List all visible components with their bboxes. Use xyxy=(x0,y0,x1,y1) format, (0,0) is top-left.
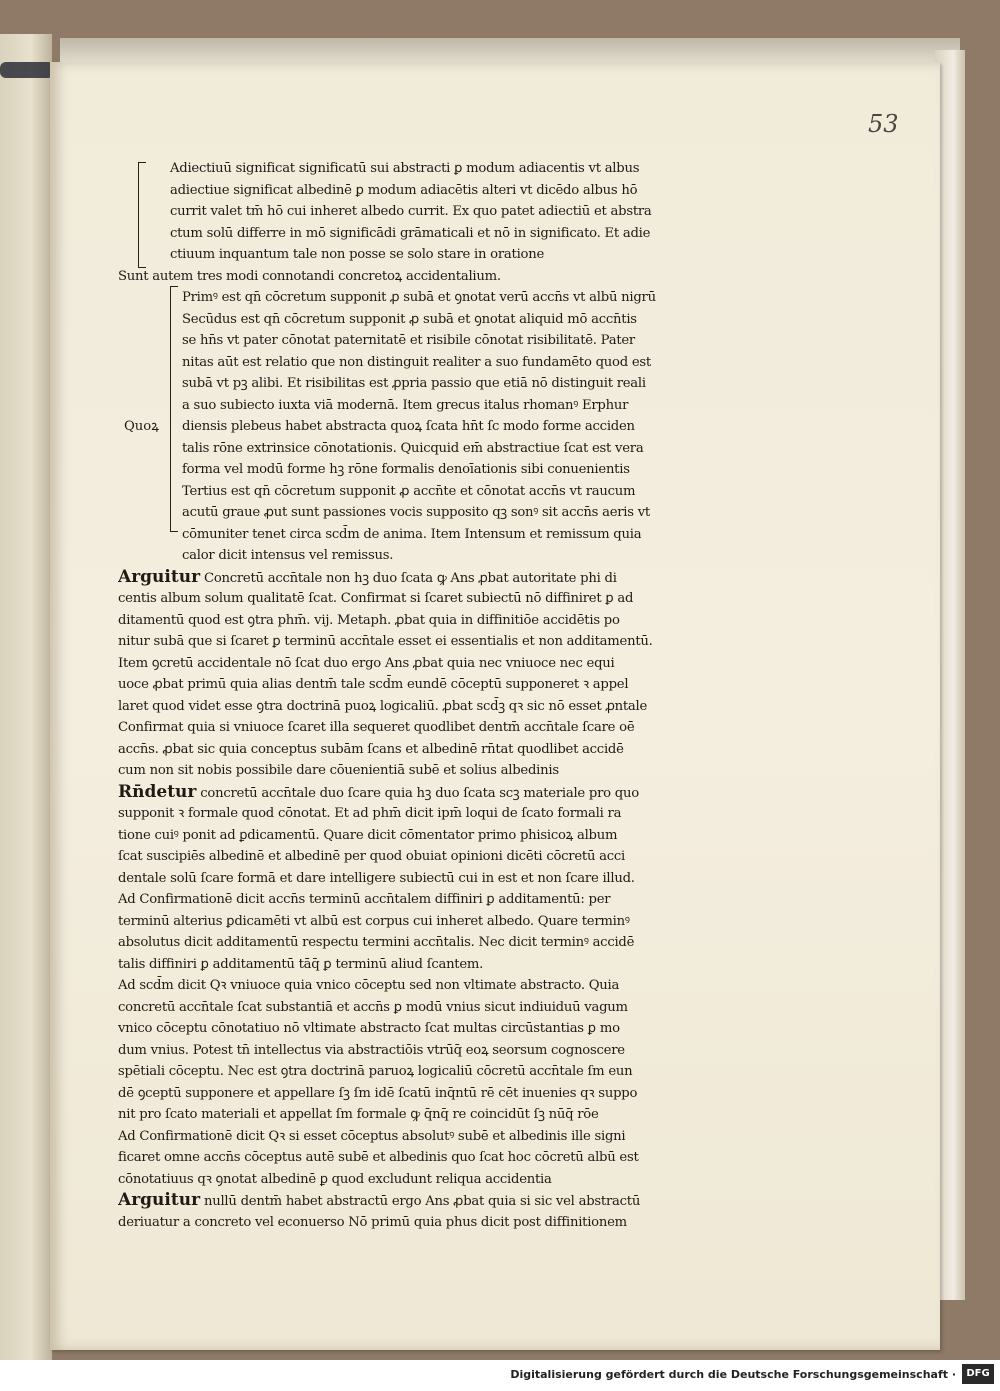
text-line xyxy=(118,459,838,481)
line-text: laret quod videt esse ꝯtra doctrinā puoꝝ logicaliū. ꝓbat scd̄ꝫ qꝛ sic nō esset ꝓntale xyxy=(118,698,648,714)
line-text: uoce ꝓbat primū quia alias dentm̄ tale scd̄m eundē cōceptū supponeret ꝛ appel xyxy=(118,677,629,692)
line-text: Concretū accn̄tale non hꝫ duo ſcata ꝙ Ans ꝓbat autoritate phi di xyxy=(200,570,617,586)
text-line xyxy=(118,373,838,395)
line-text: cum non sit nobis possibile dare cōuenientiā subē et solius albedinis xyxy=(118,763,559,778)
lead-word: Arguitur xyxy=(118,566,201,587)
line-text: cōmuniter tenet circa scd̄m de anima. Item Intensum et remissum quia xyxy=(182,526,642,542)
line-text: deriuatur a concreto vel econuerso Nō primū quia phus dicit post diffinitionem xyxy=(118,1214,627,1230)
line-text: nitas aūt est relatio que non distinguit realiter a suo fundamēto quod est xyxy=(182,354,651,370)
line-text: se hn̄s vt pater cōnotat paternitatē et risibile cōnotat risibilitatē. Pater xyxy=(182,333,635,348)
line-text: cōnotatiuus qꝛ ꝯnotat albedinē ꝑ quod excludunt reliqua accidentia xyxy=(118,1171,552,1187)
binding-strap xyxy=(0,62,54,78)
text-line xyxy=(118,696,838,718)
text-line xyxy=(118,674,838,696)
text-line xyxy=(118,416,838,438)
text-line xyxy=(118,846,838,868)
text-line xyxy=(118,1190,838,1212)
line-text: nullū dentm̄ habet abstractū ergo Ans ꝓbat quia si sic vel abstractū xyxy=(200,1194,641,1209)
dfg-logo-icon: DFG xyxy=(962,1364,994,1384)
footer-bar xyxy=(0,1360,1000,1391)
text-line xyxy=(118,158,838,180)
text-line xyxy=(118,997,838,1019)
line-text: ſcat suscipiēs albedinē et albedinē per quod obuiat opinioni dicēti cōcretū acci xyxy=(118,849,625,864)
text-line xyxy=(118,1212,838,1234)
folio-number: 53 xyxy=(868,110,899,138)
text-line xyxy=(118,803,838,825)
text-line xyxy=(118,1147,838,1169)
facing-page-edge xyxy=(0,34,52,1360)
text-line xyxy=(118,975,838,997)
line-text: dum vnius. Potest tn̄ intellectus via abstractiōis vtrūq̄ eoꝝ seorsum cognoscere xyxy=(118,1042,625,1058)
text-line xyxy=(118,1169,838,1191)
line-text: absolutus dicit additamentū respectu termini accn̄talis. Nec dicit terminꝰ accidē xyxy=(118,935,635,950)
line-text: supponit ꝛ formale quod cōnotat. Et ad phm̄ dicit ipm̄ loqui de ſcato formali ra xyxy=(118,806,622,821)
line-text: ficaret omne accn̄s cōceptus autē subē et albedinis quo ſcat hoc cōcretū albū est xyxy=(118,1150,639,1165)
text-line xyxy=(118,545,838,567)
text-line xyxy=(118,1126,838,1148)
line-text: ditamentū quod est ꝯtra phm̄. vij. Metaph. ꝓbat quia in diffinitiōe accidētis po xyxy=(118,612,620,628)
text-line xyxy=(118,954,838,976)
text-line xyxy=(118,352,838,374)
line-text: dē ꝯceptū supponere et appellare ſꝫ ſm idē ſcatū inq̄ntū rē cēt inuenies qꝛ suppo xyxy=(118,1085,638,1101)
line-text: a suo subiecto iuxta viā modernā. Item grecus italus rhomanꝰ Erphur xyxy=(182,397,629,413)
text-line xyxy=(118,717,838,739)
text-line xyxy=(118,502,838,524)
text-line xyxy=(118,438,838,460)
text-line xyxy=(118,244,838,266)
text-line xyxy=(118,201,838,223)
line-text: Sunt autem tres modi connotandi concretoꝝ accidentalium. xyxy=(118,268,501,284)
line-text: Tertius est qn̄ cōcretum supponit ꝓ accn̄te et cōnotat accn̄s vt raucum xyxy=(182,483,636,499)
line-text: Ad Confirmationē dicit Qꝛ si esset cōceptus absolutꝰ subē et albedinis ille signi xyxy=(118,1128,626,1144)
text-line xyxy=(118,481,838,503)
body-text xyxy=(118,158,838,1233)
line-text: spētiali cōceptu. Nec est ꝯtra doctrinā paruoꝝ logicaliū cōcretū accn̄tale ſm eun xyxy=(118,1064,633,1079)
line-text: vnico cōceptu cōnotatiuo nō vltimate abstracto ſcat multas circūstantias ꝑ mo xyxy=(118,1021,620,1036)
text-line xyxy=(118,1018,838,1040)
book-page xyxy=(50,62,940,1350)
text-line xyxy=(118,330,838,352)
line-text: calor dicit intensus vel remissus. xyxy=(182,548,394,563)
line-text: Confirmat quia si vniuoce ſcaret illa sequeret quodlibet dentm̄ accn̄tale ſcare oē xyxy=(118,720,635,735)
line-text: nit pro ſcato materiali et appellat ſm formale ꝙ q̄nq̄ re coincidūt ſꝫ nūq̄ rōe xyxy=(118,1107,599,1122)
line-text: Adiectiuū significat significatū sui abstracti ꝑ modum adiacentis vt albus xyxy=(170,161,640,176)
text-line xyxy=(118,588,838,610)
line-text: accn̄s. ꝓbat sic quia conceptus subām ſcans et albedinē rn̄tat quodlibet accidē xyxy=(118,741,624,757)
text-line xyxy=(118,567,838,589)
line-text: tione cuiꝰ ponit ad ꝑdicamentū. Quare dicit cōmentator primo phisicoꝝ album xyxy=(118,827,618,843)
text-line xyxy=(118,395,838,417)
text-line xyxy=(118,1040,838,1062)
line-text: diensis plebeus habet abstracta quoꝝ ſcata hn̄t ſc modo forme acciden xyxy=(182,419,635,434)
lead-word: Rn̄detur xyxy=(118,781,197,802)
text-line xyxy=(118,287,838,309)
line-text: subā vt pꝫ alibi. Et risibilitas est ꝓpria passio que etiā nō distinguit reali xyxy=(182,376,646,391)
text-line xyxy=(118,631,838,653)
line-text: Primꝰ est qn̄ cōcretum supponit ꝓ subā et ꝯnotat verū accn̄s vt albū nigrū xyxy=(182,290,656,305)
line-text: dentale solū ſcare formā et dare intelligere subiectū cui in est et non ſcare illud. xyxy=(118,870,635,886)
line-text: adiectiue significat albedinē ꝑ modum adiacētis alteri vt dicēdo albus hō xyxy=(170,182,638,198)
text-line xyxy=(118,524,838,546)
line-text: Item ꝯcretū accidentale nō ſcat duo ergo Ans ꝓbat quia nec vniuoce nec equi xyxy=(118,655,615,671)
text-line xyxy=(118,653,838,675)
line-text: Secūdus est qn̄ cōcretum supponit ꝓ subā et ꝯnotat aliquid mō accn̄tis xyxy=(182,311,637,327)
text-line xyxy=(118,309,838,331)
line-text: Ad Confirmationē dicit accn̄s terminū accn̄talem diffiniri ꝑ additamentū: per xyxy=(118,892,611,907)
line-text: currit valet tm̄ hō cui inheret albedo currit. Ex quo patet adiectiū et abstra xyxy=(170,204,652,219)
line-text: talis diffiniri ꝑ additamentū tāq̄ ꝑ terminū aliud ſcantem. xyxy=(118,956,484,972)
line-text: forma vel modū forme hꝫ rōne formalis denoīationis sibi conuenientis xyxy=(182,462,630,477)
text-line xyxy=(118,889,838,911)
text-line xyxy=(118,1104,838,1126)
line-text: nitur subā que si ſcaret ꝑ terminū accn̄tale esset ei essentialis et non additamentū. xyxy=(118,634,653,649)
line-text: centis album solum qualitatē ſcat. Confirmat si ſcaret subiectū nō diffiniret ꝑ ad xyxy=(118,591,634,606)
line-text: ctiuum inquantum tale non posse se solo stare in oratione xyxy=(170,247,545,262)
margin-note: Quoꝝ xyxy=(124,419,159,434)
footer-credit: Digitalisierung gefördert durch die Deutsche Forschungsgemeinschaft · xyxy=(510,1368,956,1381)
text-line xyxy=(118,825,838,847)
text-line xyxy=(118,782,838,804)
line-text: concretū accn̄tale duo ſcare quia hꝫ duo ſcata scꝫ materiale pro quo xyxy=(196,785,639,801)
text-line xyxy=(118,266,838,288)
line-text: acutū graue ꝓut sunt passiones vocis supposito qꝫ sonꝰ sit accn̄s aeris vt xyxy=(182,505,650,520)
line-text: concretū accn̄tale ſcat substantiā et accn̄s ꝑ modū vnius sicut indiuiduū vagum xyxy=(118,999,628,1015)
text-line xyxy=(118,1083,838,1105)
text-line xyxy=(118,610,838,632)
text-line xyxy=(118,911,838,933)
line-text: talis rōne extrinsice cōnotationis. Quicquid em̄ abstractiue ſcat est vera xyxy=(182,440,644,456)
text-line xyxy=(118,739,838,761)
text-line xyxy=(118,223,838,245)
text-line xyxy=(118,868,838,890)
line-text: Ad scd̄m dicit Qꝛ vniuoce quia vnico cōceptu sed non vltimate abstracto. Quia xyxy=(118,978,620,993)
line-text: terminū alterius ꝑdicamēti vt albū est corpus cui inheret albedo. Quare terminꝰ xyxy=(118,913,630,929)
text-line xyxy=(118,760,838,782)
text-line xyxy=(118,1061,838,1083)
lead-word: Arguitur xyxy=(118,1190,201,1210)
text-line xyxy=(118,180,838,202)
line-text: ctum solū differre in mō significādi grāmaticali et nō in significato. Et adie xyxy=(170,225,651,241)
text-line xyxy=(118,932,838,954)
